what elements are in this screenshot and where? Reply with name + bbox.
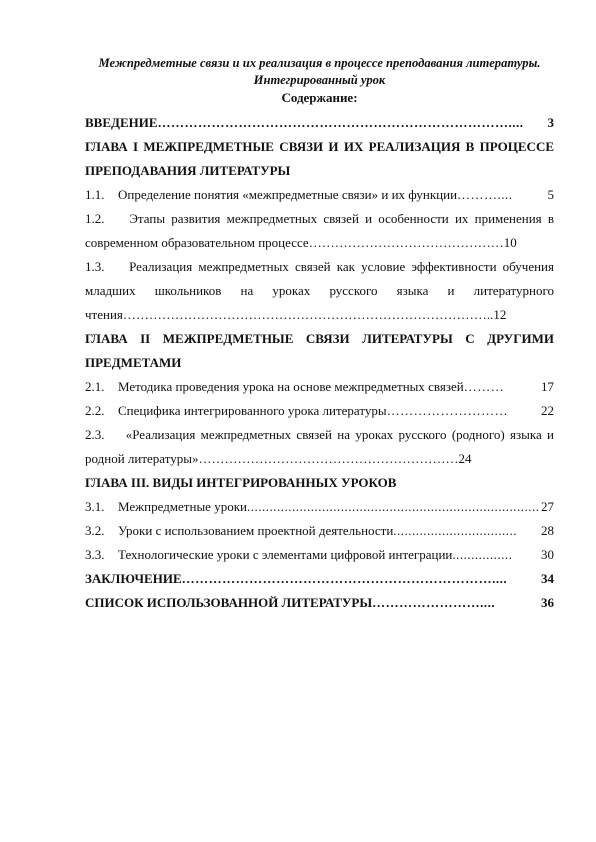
toc-section-number: 3.3. bbox=[85, 547, 105, 562]
toc-leader-dots: ................................. bbox=[393, 523, 518, 538]
toc-entry-2-3[interactable] bbox=[85, 423, 554, 471]
toc-entry-2-2[interactable] bbox=[85, 399, 554, 423]
toc-section-number: 2.2. bbox=[85, 403, 105, 418]
toc-page-number: 34 bbox=[541, 571, 554, 586]
toc-section-number: 1.2. bbox=[85, 211, 105, 226]
toc-entry-text: Технологические уроки с элементами цифровой интеграции bbox=[118, 547, 453, 562]
toc-leader-dots: .............................................................................. bbox=[246, 499, 540, 514]
toc-section-number: 2.1. bbox=[85, 379, 105, 394]
toc-leader-dots: ……… bbox=[463, 379, 505, 394]
toc-leader-dots: ................ bbox=[452, 547, 513, 562]
toc-entry-2-1[interactable] bbox=[85, 375, 554, 399]
toc-page-number: 22 bbox=[541, 403, 554, 418]
toc-entry-1-2[interactable] bbox=[85, 207, 554, 255]
toc-section-number: 1.3. bbox=[85, 259, 105, 274]
toc-leader-dots: …………………….... bbox=[372, 595, 496, 610]
toc-entry-text: ГЛАВА III. ВИДЫ ИНТЕГРИРОВАННЫХ УРОКОВ bbox=[85, 475, 397, 490]
toc-entry-text: Реализация межпредметных связей как условие эффективности обучения младших школьников на уроках русского языка и литературного чтения bbox=[85, 259, 554, 322]
toc-entry-text: Уроки с использованием проектной деятельности bbox=[118, 523, 394, 538]
toc-leader-dots: …………………………………………………… bbox=[198, 451, 459, 466]
toc-entry-intro[interactable] bbox=[85, 111, 554, 135]
toc-entry-text: Межпредметные уроки bbox=[118, 499, 247, 514]
contents-heading: Содержание: bbox=[281, 90, 358, 105]
toc-entry-text: ЗАКЛЮЧЕНИЕ bbox=[85, 571, 182, 586]
toc-entry-3-1[interactable] bbox=[85, 495, 554, 519]
toc-chapter-2[interactable] bbox=[85, 327, 554, 375]
toc-page-number: 12 bbox=[493, 307, 507, 322]
toc-entry-1-1[interactable] bbox=[85, 183, 554, 207]
toc-page-number: 3 bbox=[547, 115, 554, 130]
toc-entry-text: СПИСОК ИСПОЛЬЗОВАННОЙ ЛИТЕРАТУРЫ bbox=[85, 595, 373, 610]
toc-entry-text: ГЛАВА I МЕЖПРЕДМЕТНЫЕ СВЯЗИ И ИХ РЕАЛИЗАЦИЯ В ПРОЦЕССЕ ПРЕПОДАВАНИЯ ЛИТЕРАТУРЫ bbox=[85, 139, 554, 178]
toc-entry-conclusion[interactable] bbox=[85, 567, 554, 591]
toc-chapter-1[interactable] bbox=[85, 135, 554, 183]
toc-entry-3-3[interactable] bbox=[85, 543, 554, 567]
document-page bbox=[85, 55, 554, 615]
toc-page-number: 27 bbox=[541, 499, 554, 514]
toc-entry-text: ВВЕДЕНИЕ bbox=[85, 115, 158, 130]
toc-page-number: 17 bbox=[541, 379, 554, 394]
toc-leader-dots: ………………………………………………………………………….. bbox=[122, 307, 494, 322]
toc-section-number: 3.2. bbox=[85, 523, 105, 538]
toc-section-number: 2.3. bbox=[85, 427, 105, 442]
toc-entry-1-3[interactable] bbox=[85, 255, 554, 327]
toc-page-number: 10 bbox=[503, 235, 517, 250]
toc-section-number: 3.1. bbox=[85, 499, 105, 514]
toc-entry-text: Методика проведения урока на основе межпредметных связей bbox=[118, 379, 464, 394]
toc-page-number: 36 bbox=[541, 595, 554, 610]
toc-leader-dots: …………………………………………………………………….... bbox=[157, 115, 524, 130]
toc-entry-text: ГЛАВА II МЕЖПРЕДМЕТНЫЕ СВЯЗИ ЛИТЕРАТУРЫ С ДРУГИМИ ПРЕДМЕТАМИ bbox=[85, 331, 554, 370]
toc-leader-dots: ……………………… bbox=[386, 403, 509, 418]
toc-page-number: 30 bbox=[541, 547, 554, 562]
toc-entry-text: Этапы развития межпредметных связей и особенности их применения в современном образовательном процессе bbox=[85, 211, 554, 250]
document-title: Межпредметные связи и их реализация в процессе преподавания литературы. Интегрированный урок bbox=[98, 56, 541, 87]
toc-section-number: 1.1. bbox=[85, 187, 105, 202]
toc-page-number: 5 bbox=[547, 187, 554, 202]
toc-entry-text: Специфика интегрированного урока литературы bbox=[118, 403, 387, 418]
toc-entry-references[interactable] bbox=[85, 591, 554, 615]
toc-entry-3-2[interactable] bbox=[85, 519, 554, 543]
toc-chapter-3[interactable] bbox=[85, 471, 554, 495]
toc-entry-text: «Реализация межпредметных связей на уроках русского (родного) языка и родной литературы» bbox=[85, 427, 555, 466]
toc-page-number: 28 bbox=[541, 523, 554, 538]
toc-page-number: 24 bbox=[458, 451, 472, 466]
toc-entry-text: Определение понятия «межпредметные связи» и их функции bbox=[118, 187, 458, 202]
toc-leader-dots: …………………………………………………………….... bbox=[181, 571, 508, 586]
toc-leader-dots: ……….... bbox=[457, 187, 513, 202]
toc-leader-dots: ……………………………………… bbox=[308, 235, 504, 250]
